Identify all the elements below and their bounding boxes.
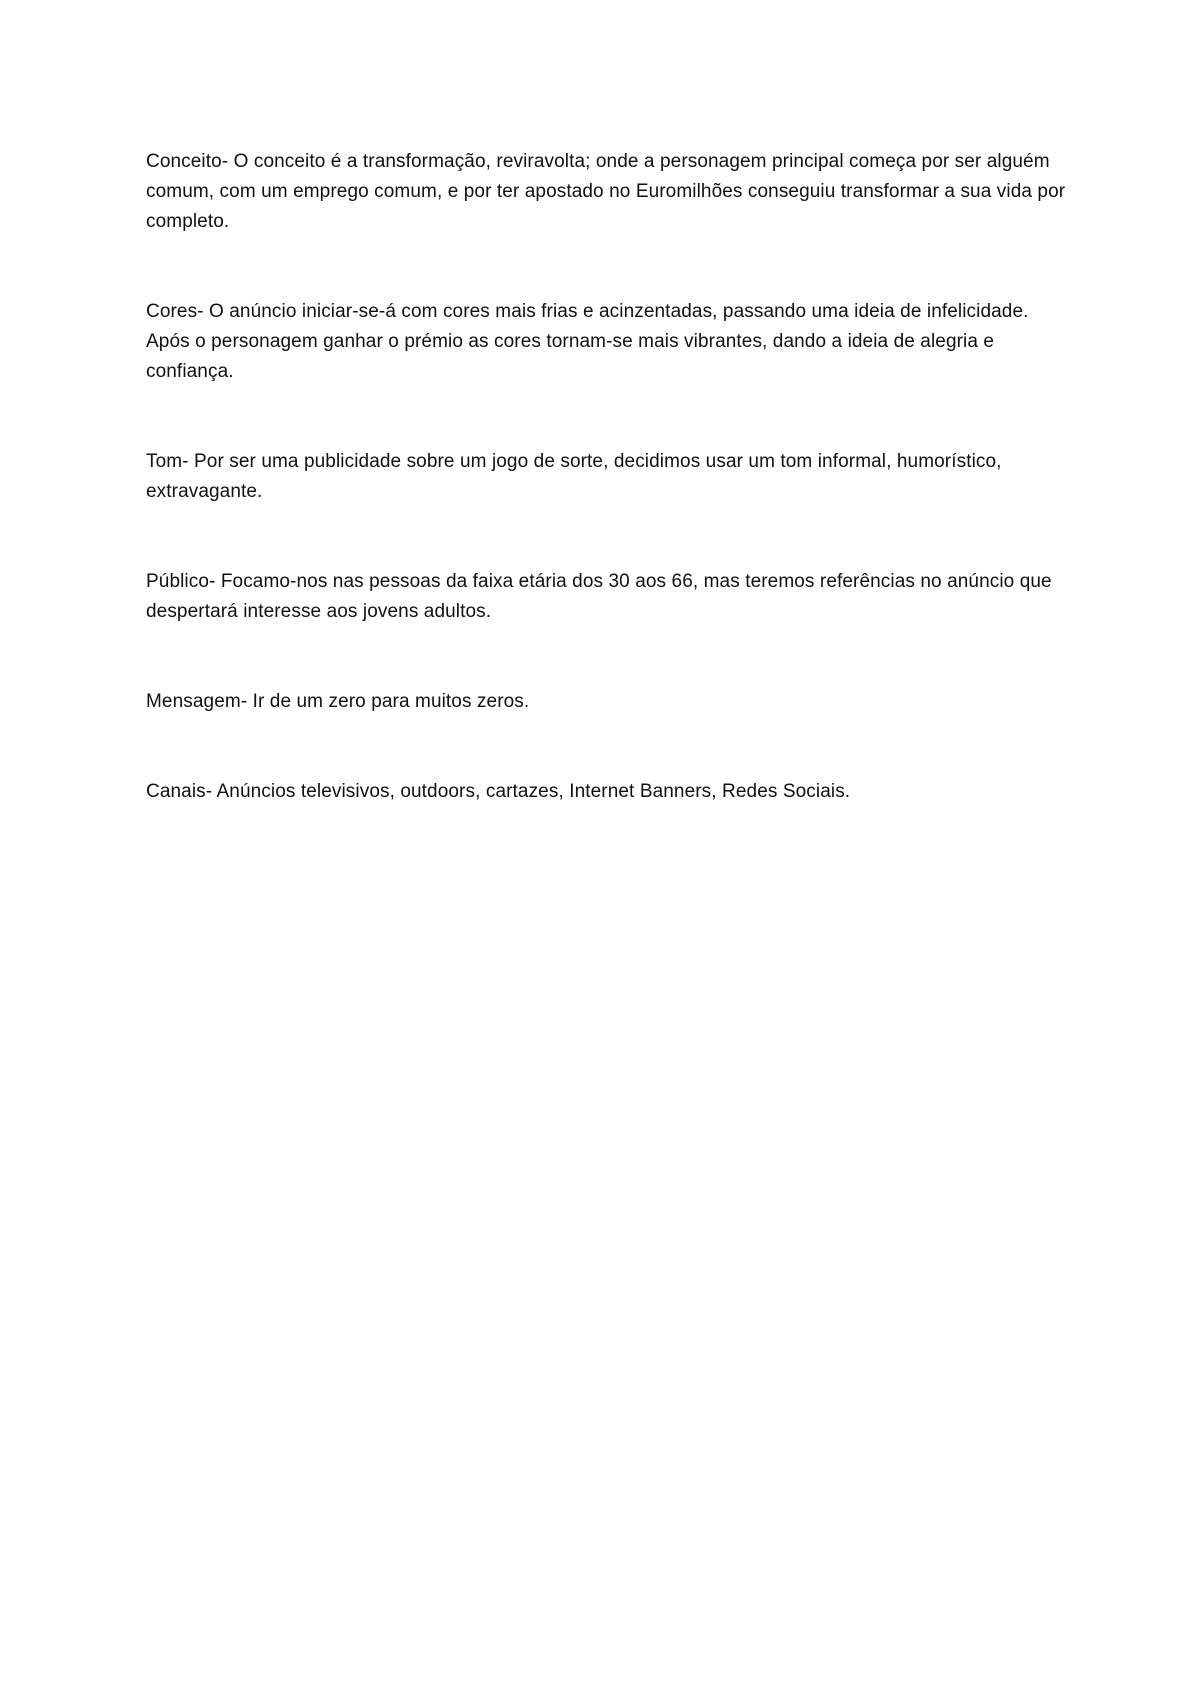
paragraph-tom: Tom- Por ser uma publicidade sobre um jogo de sorte, decidimos usar um tom informal, humorístico, extravagante. bbox=[146, 451, 1002, 502]
document-body bbox=[146, 147, 1066, 807]
paragraph-conceito: Conceito- O conceito é a transformação, reviravolta; onde a personagem principal começa por ser alguém comum, com um emprego comum, e por ter apostado no Euromilhões conseguiu transformar a sua vida por completo. bbox=[146, 151, 1066, 232]
paragraph-canais: Canais- Anúncios televisivos, outdoors, cartazes, Internet Banners, Redes Sociais. bbox=[146, 781, 851, 802]
paragraph-cores: Cores- O anúncio iniciar-se-á com cores mais frias e acinzentadas, passando uma ideia de infelicidade. Após o personagem ganhar o prémio as cores tornam-se mais vibrantes, dando a ideia de alegria e confiança. bbox=[146, 301, 1029, 382]
paragraph-publico: Público- Focamo-nos nas pessoas da faixa etária dos 30 aos 66, mas teremos referências no anúncio que despertará interesse aos jovens adultos. bbox=[146, 571, 1052, 622]
paragraph-mensagem: Mensagem- Ir de um zero para muitos zeros. bbox=[146, 691, 530, 712]
